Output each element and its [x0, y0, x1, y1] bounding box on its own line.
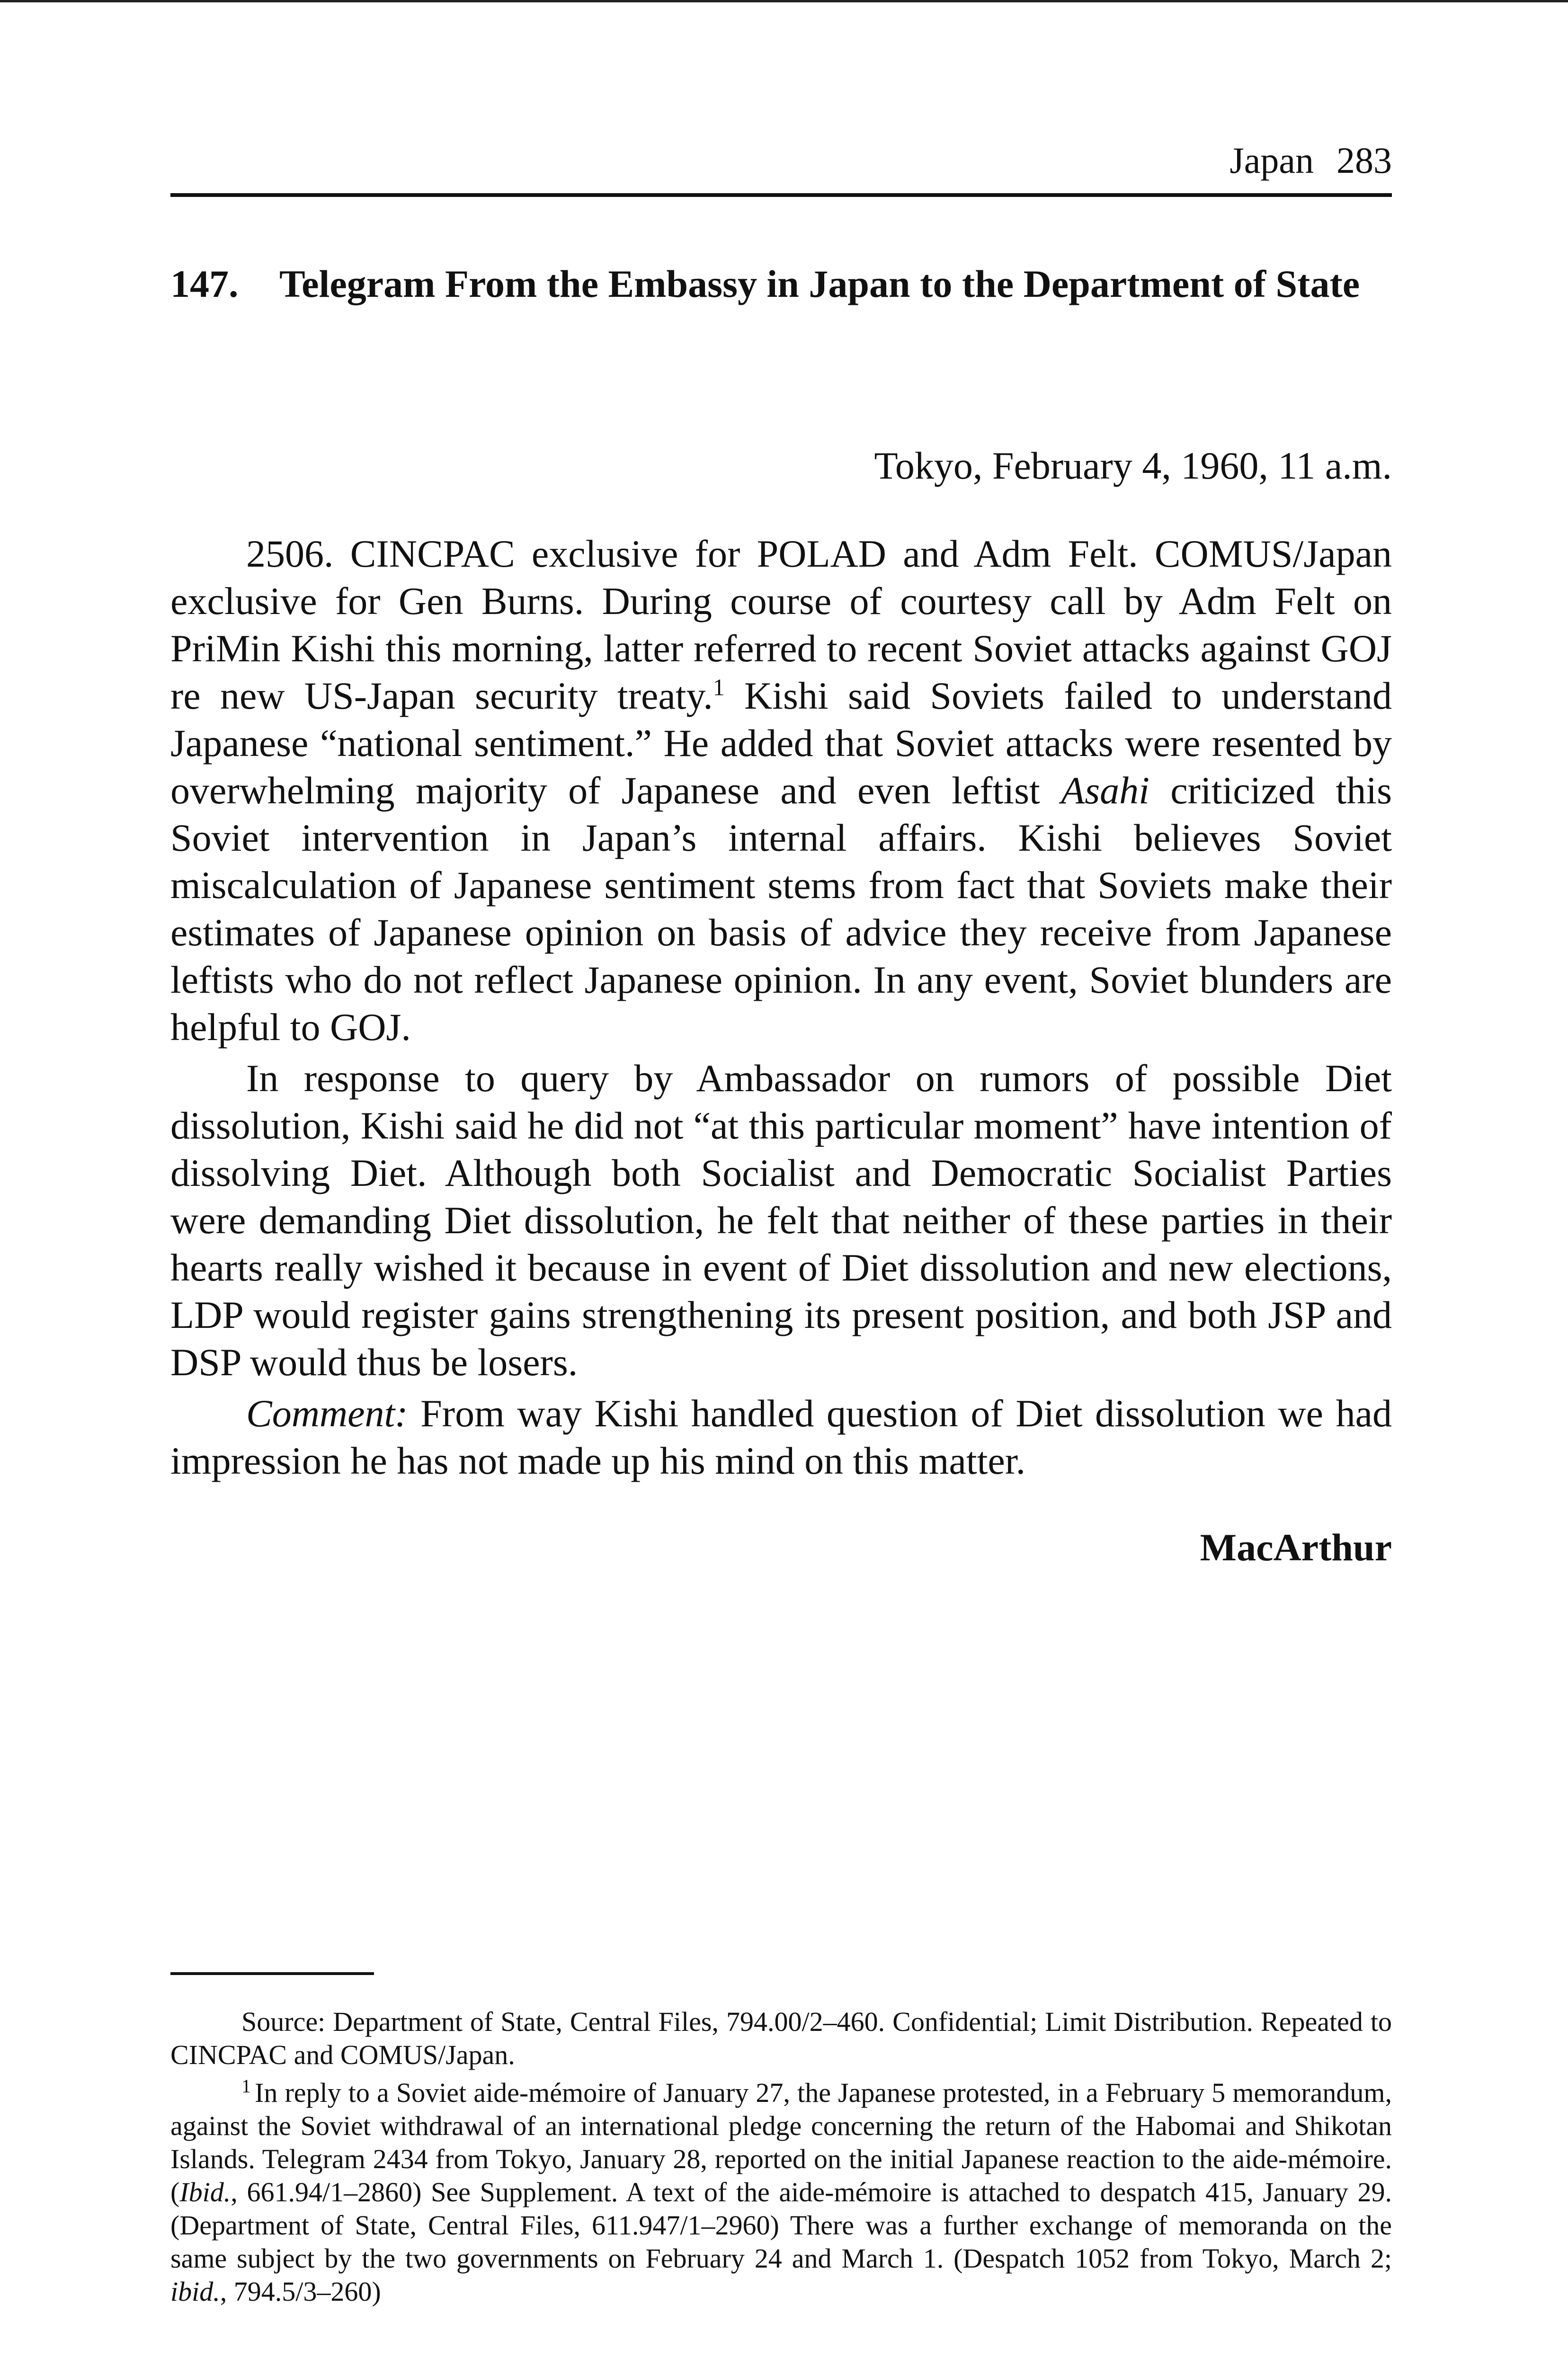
paragraph-2: In response to query by Ambassador on rumors of possible Diet dissolution, Kishi said he did not “at this particular moment” have intention of dissolving Diet. Although both Socialist and Democratic Socialist Parties were demanding Diet dissolution, he felt that neither of these parties in their hearts really wished it because in event of Diet dissolution and new elections, LDP would register gains strengthening its present position, and both JSP and DSP would thus be losers.	[170, 1057, 1392, 1384]
document-title-text: Telegram From the Embassy in Japan to the Department of State	[279, 262, 1360, 305]
footnote-1-ibid-b: ibid.	[170, 2276, 220, 2307]
telegram-body	[170, 530, 1392, 1488]
footnote-ref-1[interactable]: 1	[713, 674, 725, 701]
source-note: Source: Department of State, Central Files, 794.00/2–460. Confidential; Limit Distribution. Repeated to CINCPAC and COMUS/Japan.	[170, 2006, 1392, 2070]
page-number: 283	[1336, 140, 1392, 181]
document-title	[170, 259, 1363, 309]
running-head	[170, 142, 1392, 179]
header-rule	[170, 193, 1392, 197]
paragraph-1-text-a: 2506. CINCPAC exclusive for POLAD and Adm Felt. COMUS/Japan exclusive for Gen Burns. During course of courtesy call by Adm Felt on PriMin Kishi this morning, latter referred to recent Soviet attacks against GOJ re new US-Japan security treaty.	[170, 532, 1392, 717]
comment-text: From way Kishi handled question of Diet dissolution we had impression he has not made up his mind on this matter.	[170, 1392, 1392, 1482]
paragraph-1-text-c: criticized this Soviet intervention in Japan’s internal affairs. Kishi believes Soviet miscalculation of Japanese sentiment stems from fact that Soviets make their estimates of Japanese opinion on basis of advice they receive from Japanese leftists who do not reflect Japanese opinion. In any event, Soviet blunders are helpful to GOJ.	[170, 769, 1392, 1049]
footnote-1-text-b: , 661.94/1–2860) See Supplement. A text of the aide-mémoire is attached to despatch 415, January 29. (Department of State, Central Files, 611.947/1–2960) There was a further exchange of memoranda on the same subject by the two governments on February 24 and March 1. (Despatch 1052 from Tokyo, March 2;	[170, 2177, 1392, 2274]
top-border	[0, 0, 1568, 2]
footnote-1-mark: 1	[241, 2075, 251, 2097]
paragraph-1	[170, 530, 1392, 1051]
dateline: Tokyo, February 4, 1960, 11 a.m.	[874, 444, 1392, 487]
footnote-rule	[170, 1972, 374, 1975]
paragraph-comment	[170, 1390, 1392, 1485]
footnotes	[170, 2005, 1392, 2313]
signature: MacArthur	[1200, 1526, 1392, 1569]
document-number: 147.	[170, 262, 239, 305]
footnote-1-text-c: , 794.5/3–260)	[220, 2276, 381, 2307]
newspaper-name: Asahi	[1061, 769, 1149, 812]
footnote-1	[170, 2076, 1392, 2308]
footnote-1-text-a: In reply to a Soviet aide-mémoire of January 27, the Japanese protested, in a February 5 memorandum, against the Soviet withdrawal of an international pledge concerning the return of the Habomai and Shikotan Islands. Telegram 2434 from Tokyo, January 28, reported on the initial Japanese reaction to the aide-mémoire. (	[170, 2077, 1392, 2207]
footnote-1-ibid-a: Ibid.	[179, 2177, 231, 2207]
running-head-section: Japan	[1229, 140, 1314, 181]
paragraph-1-text-b: Kishi said Soviets failed to understand Japanese “national sentiment.” He added that Soviet attacks were resented by overwhelming majority of Japanese and even leftist	[170, 674, 1392, 812]
comment-label: Comment:	[246, 1392, 408, 1435]
